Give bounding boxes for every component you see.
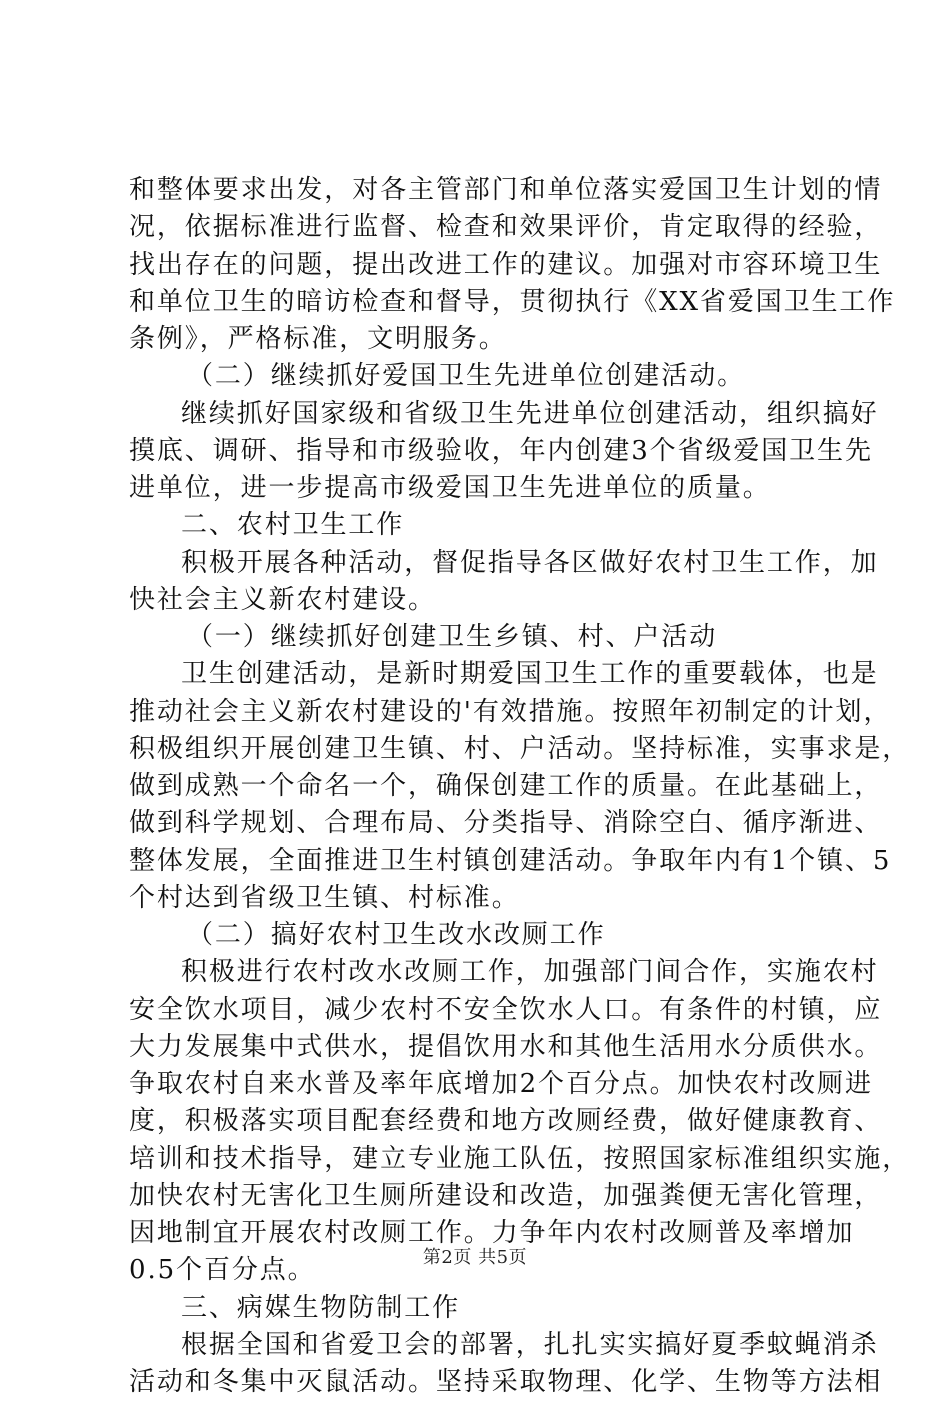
text-line: 条例》，严格标准，文明服务。 — [129, 324, 507, 354]
text-line: 个村达到省级卫生镇、村标准。 — [129, 882, 520, 913]
page-number-footer: 第2页 共5页 — [422, 1247, 528, 1268]
document-body — [129, 172, 911, 1401]
text-line: 况，依据标准进行监督、检查和效果评价，肯定取得的经验， — [129, 212, 883, 243]
text-line: 摸底、调研、指导和市级验收，年内创建3个省级爱国卫生先 — [129, 435, 873, 466]
text-line: 积极开展各种活动，督促指导各区做好农村卫生工作，加 — [181, 547, 879, 578]
text-line: （二）搞好农村卫生改水改厕工作 — [187, 920, 606, 950]
text-line: 推动社会主义新农村建设的'有效措施。按照年初制定的计划， — [129, 696, 892, 727]
text-line: 找出存在的问题，提出改进工作的建议。加强对市容环境卫生 — [129, 249, 883, 280]
text-line: （一）继续抓好创建卫生乡镇、村、户活动 — [187, 622, 718, 652]
text-line: 做到科学规划、合理布局、分类指导、消除空白、循序渐进、 — [129, 808, 883, 839]
text-line: 活动和冬集中灭鼠活动。坚持采取物理、化学、生物等方法相 — [129, 1367, 883, 1397]
text-line: 加快农村无害化卫生厕所建设和改造，加强粪便无害化管理， — [129, 1180, 883, 1211]
text-line: 继续抓好国家级和省级卫生先进单位创建活动，组织搞好 — [181, 398, 879, 429]
text-line: 争取农村自来水普及率年底增加2个百分点。加快农村改厕进 — [129, 1069, 873, 1099]
text-line: 卫生创建活动，是新时期爱国卫生工作的重要载体，也是 — [181, 659, 879, 690]
text-line: 培训和技术指导，建立专业施工队伍，按照国家标准组织实施， — [129, 1143, 911, 1174]
text-line: 三、病媒生物防制工作 — [181, 1292, 461, 1323]
text-line: 二、农村卫生工作 — [181, 510, 405, 541]
text-line: 整体发展，全面推进卫生村镇创建活动。争取年内有1个镇、5 — [129, 845, 892, 876]
text-line: 根据全国和省爱卫会的部署，扎扎实实搞好夏季蚊蝇消杀 — [181, 1329, 879, 1360]
text-line: 积极进行农村改水改厕工作，加强部门间合作，实施农村 — [181, 957, 879, 988]
text-line: 和单位卫生的暗访检查和督导，贯彻执行《XX省爱国卫生工作 — [129, 286, 896, 317]
text-line: 0.5个百分点。 — [129, 1255, 316, 1286]
text-line: 积极组织开展创建卫生镇、村、户活动。坚持标准，实事求是， — [129, 733, 911, 764]
text-line: 大力发展集中式供水，提倡饮用水和其他生活用水分质供水。 — [129, 1031, 883, 1062]
text-line: 和整体要求出发，对各主管部门和单位落实爱国卫生计划的情 — [129, 175, 883, 205]
text-line: 进单位，进一步提高市级爱国卫生先进单位的质量。 — [129, 473, 771, 503]
text-line: 快社会主义新农村建设。 — [129, 584, 436, 615]
text-line: 安全饮水项目，减少农村不安全饮水人口。有条件的村镇，应 — [129, 994, 883, 1025]
text-line: 度，积极落实项目配套经费和地方改厕经费，做好健康教育、 — [129, 1106, 883, 1137]
text-line: 因地制宜开展农村改厕工作。力争年内农村改厕普及率增加 — [129, 1218, 855, 1248]
text-line: 做到成熟一个命名一个，确保创建工作的质量。在此基础上， — [129, 771, 883, 801]
text-line: （二）继续抓好爱国卫生先进单位创建活动。 — [187, 361, 746, 392]
